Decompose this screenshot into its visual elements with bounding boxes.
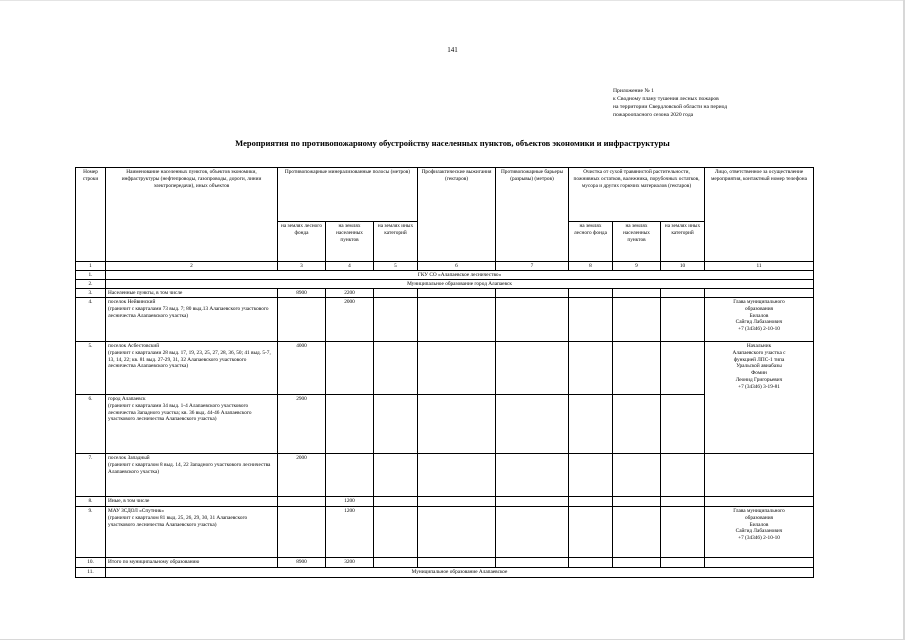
row-number: 11. xyxy=(76,568,106,578)
header-barriers: Противопожарные барьеры (разрывы) (метров) xyxy=(496,168,569,262)
settlement-boundary: (граничит с кварталами 28 выд. 17, 19, 23, 25, 27, 28, 36, 50; 41 выд. 5-7, 13, 14, 22; кв. 81 выд. 27-29, 31, 32 Алапаевского участкового лесничества Алапаевского участка) xyxy=(108,349,271,370)
column-number: 9 xyxy=(613,262,661,271)
responsible-line: образования xyxy=(745,305,773,312)
row-number: 4. xyxy=(76,298,106,342)
responsible-line: Сайгид Лабазанович xyxy=(735,319,783,326)
responsible-person xyxy=(705,298,814,342)
responsible-line: Леонид Григорьевич xyxy=(735,376,783,383)
settlement-boundary: (граничит с кварталом 8 выд. 14, 22 Западного участкового лесничества Алапаевского участка) xyxy=(108,461,271,475)
document-title: Мероприятия по противопожарному обустройству населенных пунктов, объектов экономики и инфраструктуры xyxy=(235,138,670,148)
responsible-line: Сайгид Лабазанович xyxy=(735,528,783,535)
measures-table xyxy=(75,167,814,578)
strips-settlement-value: 3200 xyxy=(326,558,374,568)
appendix-note xyxy=(613,87,813,119)
table-row xyxy=(76,298,814,342)
column-number: 7 xyxy=(496,262,569,271)
table-row xyxy=(76,271,814,280)
section-heading: Муниципальное образование город Алапаевск xyxy=(106,280,814,289)
row-name: Иные, в том числе xyxy=(106,497,278,507)
subheader-other: на землях иных категорий xyxy=(661,222,705,262)
column-number: 8 xyxy=(569,262,613,271)
row-number: 3. xyxy=(76,289,106,298)
header-responsible: Лицо, ответственное за осуществление мероприятия, контактный номер телефона xyxy=(705,168,814,262)
table-row xyxy=(76,289,814,298)
header-row-num: Номер строки xyxy=(76,168,106,262)
column-number: 1 xyxy=(76,262,106,271)
row-name xyxy=(106,454,278,497)
responsible-line: Глава муниципального xyxy=(733,299,785,305)
table-row xyxy=(76,342,814,395)
object-boundary: (граничит с кварталом 81 выд. 25, 26, 29, 30, 31 Алапаевского участкового лесничества Алапаевского участка) xyxy=(108,514,248,528)
row-number: 2. xyxy=(76,280,106,289)
row-name: Населенные пункты, в том числе xyxy=(106,289,278,298)
subheader-forest: на землях лесного фонда xyxy=(569,222,613,262)
settlement-name: город Алапаевск xyxy=(108,396,146,402)
responsible-line: Начальник xyxy=(746,343,772,349)
row-name xyxy=(106,395,278,454)
responsible-line: Билалов xyxy=(749,312,769,319)
column-number: 6 xyxy=(418,262,496,271)
section-heading: Муниципальное образование Алапаевское xyxy=(106,568,814,578)
strips-forest-value: 2900 xyxy=(278,395,326,454)
responsible-line: функцией ЛПС-1 типа xyxy=(733,356,785,363)
table-row xyxy=(76,558,814,568)
settlement-name: поселок Нейвинский xyxy=(108,299,156,305)
column-number: 10 xyxy=(661,262,705,271)
row-number: 5. xyxy=(76,342,106,395)
column-number: 4 xyxy=(326,262,374,271)
header-name: Наименование населенных пунктов, объектов экономики, инфраструктуры (нефтепроводы, газопроводы, дороги, линии электропередачи), иных объектов xyxy=(106,168,278,262)
column-number: 2 xyxy=(106,262,278,271)
table-row xyxy=(76,280,814,289)
column-number: 3 xyxy=(278,262,326,271)
table-row xyxy=(76,507,814,558)
appendix-line: к Сводному плану тушения лесных пожаров xyxy=(613,96,719,102)
settlement-name: поселок Асбестовский xyxy=(108,343,160,349)
subheader-forest: на землях лесного фонда xyxy=(278,222,326,262)
row-number: 8. xyxy=(76,497,106,507)
subheader-settlement: на землях населенных пунктов xyxy=(613,222,661,262)
table-row xyxy=(76,568,814,578)
settlement-boundary: (граничит с кварталами 34 выд. 1-4 Алапаевского участкового лесничества Западного участка; кв. 36 выд. 44-46 Алапаевского участкового лесничества Алапаевского участка) xyxy=(108,402,252,423)
table-row xyxy=(76,454,814,497)
strips-settlement-value: 2000 xyxy=(326,298,374,342)
table-row xyxy=(76,395,814,454)
section-heading: ГКУ СО «Алапаевское лесничество» xyxy=(106,271,814,280)
appendix-line: Приложение № 1 xyxy=(613,88,654,94)
strips-forest-value: 4000 xyxy=(278,342,326,395)
appendix-line: пожароопасного сезона 2020 года xyxy=(613,112,694,118)
strips-settlement-value: 1200 xyxy=(326,497,374,507)
row-name xyxy=(106,507,278,558)
strips-settlement-value: 2200 xyxy=(326,289,374,298)
settlement-name: поселок Западный xyxy=(108,455,150,461)
column-number: 5 xyxy=(374,262,418,271)
responsible-person xyxy=(705,342,814,454)
subheader-settlement: на землях населенных пунктов xyxy=(326,222,374,262)
row-number: 7. xyxy=(76,454,106,497)
header-preventive: Профилактические выжигания (гектаров) xyxy=(418,168,496,262)
strips-settlement-value: 1200 xyxy=(326,507,374,558)
responsible-phone: +7 (34346) 2-10-10 xyxy=(738,326,780,333)
row-number: 9. xyxy=(76,507,106,558)
header-row xyxy=(76,168,814,222)
responsible-line: Глава муниципального xyxy=(733,508,785,514)
column-number-row xyxy=(76,262,814,271)
responsible-person xyxy=(705,507,814,558)
responsible-line: образования xyxy=(745,514,773,521)
row-number: 1. xyxy=(76,271,106,280)
settlement-boundary: (граничит с кварталами 73 выд. 7; 80 выд.13 Алапаевского участкового лесничества Алапаевского участка) xyxy=(108,305,269,319)
subheader-other: на землях иных категорий xyxy=(374,222,418,262)
object-name: МАУ ЗСДОЛ «Спутник» xyxy=(108,508,165,514)
strips-forest-value: 2000 xyxy=(278,454,326,497)
scan-top-edge xyxy=(0,0,905,1)
strips-forest-value: 8900 xyxy=(278,558,326,568)
responsible-phone: +7 (34346) 2-10-10 xyxy=(738,535,780,542)
page-number: 141 xyxy=(447,46,458,54)
row-number: 6. xyxy=(76,395,106,454)
header-cleaning: Очистка от сухой травянистой растительности, пожнивных остатков, валежника, порубочных остатков, мусора и других горючих материалов (гектаров) xyxy=(569,168,705,222)
responsible-phone: +7 (34346) 3-19-81 xyxy=(738,383,780,390)
appendix-line: на территории Свердловской области на период xyxy=(613,104,728,110)
column-number: 11 xyxy=(705,262,814,271)
responsible-line: Алапаевского участка с xyxy=(732,349,786,356)
table-row xyxy=(76,497,814,507)
responsible-line: Билалов xyxy=(749,521,769,528)
row-name xyxy=(106,342,278,395)
responsible-line: Фомин xyxy=(751,370,767,377)
row-name: Итого по муниципальному образованию xyxy=(106,558,278,568)
responsible-line: Уральской авиабазы xyxy=(736,363,782,370)
header-strips: Противопожарные минерализованные полосы (метров) xyxy=(278,168,418,222)
row-number: 10. xyxy=(76,558,106,568)
strips-forest-value: 8900 xyxy=(278,289,326,298)
row-name xyxy=(106,298,278,342)
